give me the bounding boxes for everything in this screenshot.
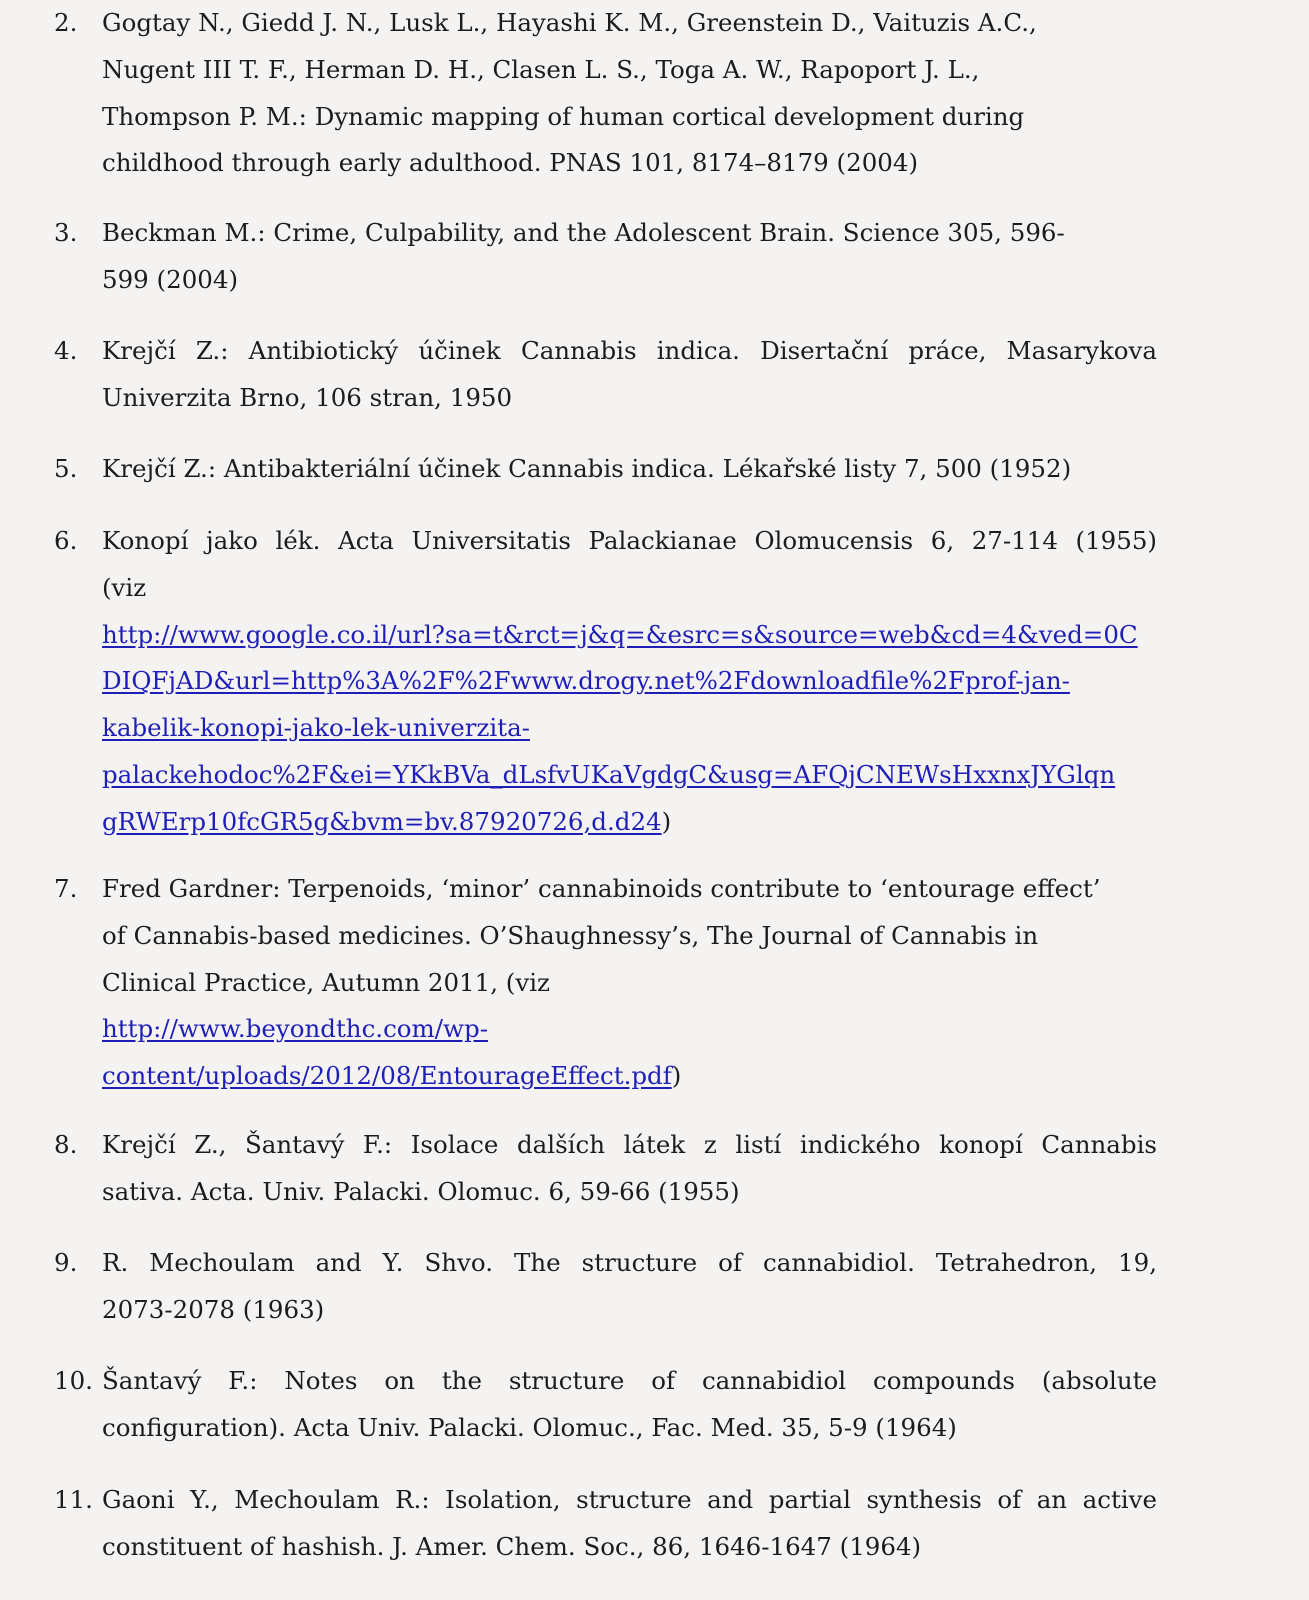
reference-link[interactable]: http://www.google.co.il/url?sa=t&rct=j&q=&esrc=s&source=web&cd=4&ved=0C [102, 619, 1138, 649]
reference-text-line: Konopí jako lék. Acta Universitatis Palackianae Olomucensis 6, 27-114 (1955) [102, 526, 1157, 555]
reference-link[interactable]: palackehodoc%2F&ei=YKkBVa_dLsfvUKaVgdgC&usg=AFQjCNEWsHxxnxJYGlqn [102, 759, 1116, 789]
closing-parenthesis: ) [671, 1061, 682, 1091]
reference-item [54, 1358, 1157, 1452]
reference-text-line: of Cannabis-based medicines. O’Shaughnessy’s, The Journal of Cannabis in [102, 920, 1039, 950]
reference-text-line: Šantavý F.: Notes on the structure of cannabidiol compounds (absolute [102, 1366, 1157, 1395]
reference-text-line: childhood through early adulthood. PNAS 101, 8174–8179 (2004) [102, 148, 919, 178]
reference-number: 6. [54, 526, 78, 555]
reference-item [54, 328, 1157, 422]
reference-number: 4. [54, 336, 78, 365]
reference-text-line: Gogtay N., Giedd J. N., Lusk L., Hayashi K. M., Greenstein D., Vaituzis A.C., [102, 8, 1037, 37]
reference-text-line: Gaoni Y., Mechoulam R.: Isolation, structure and partial synthesis of an active [102, 1485, 1157, 1514]
reference-number: 2. [54, 8, 78, 37]
reference-text-line: Krejčí Z., Šantavý F.: Isolace dalších látek z listí indického konopí Cannabis [102, 1130, 1157, 1159]
reference-text-line: Beckman M.: Crime, Culpability, and the Adolescent Brain. Science 305, 596- [102, 218, 1065, 247]
reference-number: 9. [54, 1248, 78, 1277]
reference-number: 8. [54, 1130, 78, 1159]
reference-number: 10. [54, 1366, 93, 1395]
reference-text-line: Nugent III T. F., Herman D. H., Clasen L. S., Toga A. W., Rapoport J. L., [102, 54, 980, 84]
reference-number: 11. [54, 1485, 93, 1514]
reference-link[interactable]: http://www.beyondthc.com/wp- [102, 1014, 488, 1044]
reference-item [54, 518, 1157, 846]
reference-number: 7. [54, 874, 78, 903]
reference-text-line: 2073-2078 (1963) [102, 1294, 325, 1324]
reference-link[interactable]: kabelik-konopi-jako-lek-univerzita- [102, 713, 530, 743]
reference-text-line: configuration). Acta Univ. Palacki. Olomuc., Fac. Med. 35, 5-9 (1964) [102, 1412, 957, 1442]
reference-text-line: Fred Gardner: Terpenoids, ‘minor’ cannabinoids contribute to ‘entourage effect’ [102, 874, 1101, 903]
reference-item [54, 210, 1154, 304]
reference-item [54, 1122, 1157, 1216]
reference-link[interactable]: DIQFjAD&url=http%3A%2F%2Fwww.drogy.net%2Fdownloadfile%2Fprof-jan- [102, 666, 1070, 696]
reference-number: 5. [54, 454, 78, 483]
reference-text-line: sativa. Acta. Univ. Palacki. Olomuc. 6, 59-66 (1955) [102, 1176, 740, 1206]
reference-text-line: Thompson P. M.: Dynamic mapping of human cortical development during [102, 101, 1025, 131]
reference-text-line: Krejčí Z.: Antibiotický účinek Cannabis indica. Disertační práce, Masarykova [102, 336, 1157, 365]
reference-text-line: Clinical Practice, Autumn 2011, (viz [102, 967, 550, 997]
reference-text-line: constituent of hashish. J. Amer. Chem. Soc., 86, 1646-1647 (1964) [102, 1531, 922, 1561]
reference-item [54, 1240, 1157, 1334]
reference-text-line: Krejčí Z.: Antibakteriální účinek Cannabis indica. Lékařské listy 7, 500 (1952) [102, 454, 1072, 483]
reference-item [54, 1477, 1157, 1571]
reference-text-line: R. Mechoulam and Y. Shvo. The structure of cannabidiol. Tetrahedron, 19, [102, 1248, 1157, 1277]
reference-item [54, 0, 1154, 187]
reference-text-line: 599 (2004) [102, 264, 239, 294]
reference-item [54, 446, 1154, 493]
reference-link[interactable]: gRWErp10fcGR5g&bvm=bv.87920726,d.d24 [102, 806, 662, 836]
reference-number: 3. [54, 218, 78, 247]
reference-link[interactable]: content/uploads/2012/08/EntourageEffect.pdf [102, 1061, 672, 1091]
reference-text-line: (viz [102, 572, 147, 602]
reference-text-line: Univerzita Brno, 106 stran, 1950 [102, 382, 513, 412]
reference-item [54, 866, 1154, 1100]
closing-parenthesis: ) [661, 806, 672, 836]
